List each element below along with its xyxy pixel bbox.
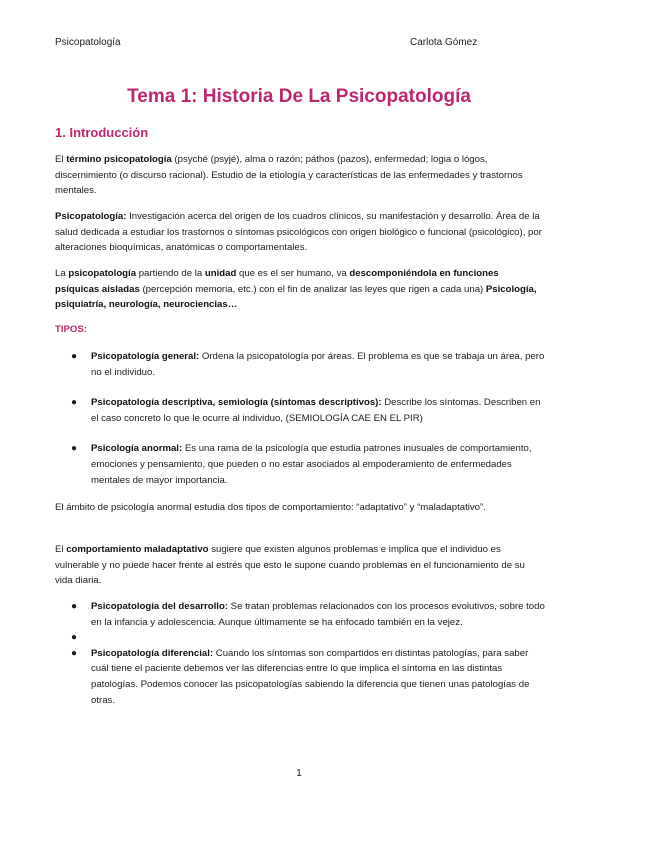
text: Describe los síntomas. Describen en el caso concreto lo que le ocurre al individuo, (SEMIOLOGÍA CAE EN EL PIR) xyxy=(91,397,541,424)
section-heading: 1. Introducción xyxy=(55,125,149,140)
tipos-label: TIPOS: xyxy=(55,324,87,335)
bold-term: unidad xyxy=(204,268,237,279)
text: partiendo de la xyxy=(136,268,205,279)
bold-term: Psicología, psiquiatría, neurología, neurociencias… xyxy=(55,283,537,311)
list-item-empty xyxy=(55,630,545,646)
bold-term: término psicopatología xyxy=(66,154,172,165)
paragraph-definition xyxy=(55,209,545,256)
bold-term: Psicopatología diferencial: xyxy=(91,647,214,659)
bold-term: Psicopatología general: xyxy=(91,351,200,362)
text: El ámbito de psicología anormal estudia dos tipos de comportamiento: “adaptativo” y “maladaptativo”. xyxy=(55,502,486,513)
bold-term: descomponiéndola en funciones psíquicas aisladas xyxy=(55,268,499,295)
bold-term: Psicopatología: xyxy=(55,211,127,222)
list-item xyxy=(55,441,545,488)
bullet-icon: ● xyxy=(71,443,78,455)
page-number: 1 xyxy=(296,768,302,779)
text: (percepción memoria, etc.) con el fin de analizar las leyes que rigen a cada una) xyxy=(139,283,486,295)
document-title: Tema 1: Historia De La Psicopatología xyxy=(127,86,471,107)
tipos-list xyxy=(55,349,545,488)
paragraph-unidad xyxy=(55,266,545,313)
text: Es una rama de la psicología que estudia patrones inusuales de comportamiento, emociones y pensamiento, que pueden o no estar asociados al empoderamiento de enfermedades mentales de mayor importancia. xyxy=(91,443,532,486)
bold-term: Psicología anormal: xyxy=(91,443,183,455)
text: El xyxy=(55,544,67,555)
bullet-icon: ● xyxy=(71,397,78,409)
paragraph-intro xyxy=(55,152,545,199)
text: que es el ser humano, va xyxy=(236,268,350,279)
header-right: Carlota Gómez xyxy=(410,37,478,48)
bold-term: psicopatología xyxy=(68,268,137,279)
list-item xyxy=(55,646,545,708)
text: Investigación acerca del origen de los cuadros clínicos, su manifestación y desarrollo. Área de la salud dedicada a estudiar los trastornos o síntomas psicológicos con origen biológico o funcional (psicológico), por alteraciones bioquímicas, anatómicas o comportamentales. xyxy=(55,211,542,254)
text: El xyxy=(55,154,67,165)
bold-term: Psicopatología del desarrollo: xyxy=(91,601,229,612)
list-item xyxy=(55,599,545,630)
text: Ordena la psicopatología por áreas. El problema es que se trabaja un área, pero no el individuo. xyxy=(91,351,545,378)
bullet-icon: ● xyxy=(71,647,78,659)
list-item xyxy=(55,395,545,426)
bullet-icon: ● xyxy=(71,601,78,612)
text: La xyxy=(55,268,69,279)
text: Se tratan problemas relacionados con los procesos evolutivos, sobre todo en la infancia y adolescencia. Aunque últimamente se ha enfocado también en la vejez. xyxy=(91,601,545,628)
bullet-icon: ● xyxy=(71,632,78,644)
list-item xyxy=(55,349,545,380)
bold-term: Psicopatología descriptiva, semiología (síntomas descriptivos): xyxy=(91,397,382,409)
text: Cuando los síntomas son compartidos en distintas patologías, para saber cuál tiene el paciente debemos ver las diferencias entre lo que implica el síntoma en las distintas patologías. Podemos conocer las psicopatologías sabiendo la diferencia que tienen unas patologías de otras. xyxy=(91,647,530,706)
text: sugiere que existen algunos problemas e implica que el individuo es vulnerable y no puede hacer frente al estrés que esto le supone cuando problemas en el funcionamiento de su vida diaria. xyxy=(55,544,525,587)
psicopatologia-list xyxy=(55,599,545,708)
bold-term: comportamiento maladaptativo xyxy=(66,544,209,555)
header-left: Psicopatología xyxy=(55,37,121,48)
bullet-icon: ● xyxy=(71,351,78,362)
text: (psyché (psyjé), alma o razón; páthos (pazos), enfermedad; logia o lógos, discernimiento (o discurso racional). Estudio de la etiología y características de las enfermedades y trastornos mentales. xyxy=(55,154,523,197)
paragraph-maladaptativo xyxy=(55,542,545,589)
paragraph-ambito xyxy=(55,500,545,516)
